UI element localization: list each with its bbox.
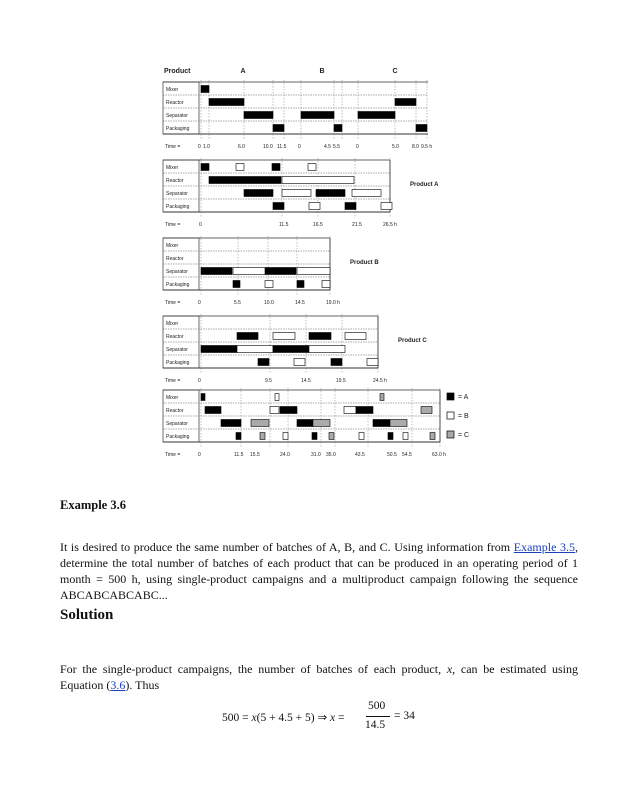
panel4-bar-A — [331, 359, 342, 366]
panel5-bar-B — [403, 433, 408, 440]
variable-x: x — [446, 662, 453, 676]
panel1-row-label: Mixer — [166, 87, 179, 93]
panel1-tick-label: 9.5 h — [421, 144, 433, 150]
panel2-row-label: Separator — [166, 191, 188, 197]
panel1-bar-A — [416, 125, 427, 132]
panel4-product-label: Product C — [398, 338, 427, 344]
panel3-time-label: Time = — [165, 300, 181, 306]
panel2-bar-A — [316, 190, 345, 197]
panel1-bar-A — [273, 125, 284, 132]
panel4-tick-label: 9.5 — [265, 378, 272, 384]
panel4-bar-A — [273, 346, 309, 353]
panel5-bar-C — [329, 433, 334, 440]
problem-paragraph — [60, 539, 578, 603]
example-3-5-link[interactable]: Example 3.5 — [513, 540, 576, 554]
panel2-tick-label: 16.5 — [313, 222, 323, 228]
panel3-bar-A — [297, 281, 304, 288]
panel5-bar-B — [344, 407, 356, 414]
panel4-bar-B — [294, 359, 305, 366]
panel5-bar-A — [373, 420, 390, 427]
panel2-time-label: Time = — [165, 222, 181, 228]
panel5-bar-A — [280, 407, 297, 414]
problem-text-end: , determine the total number of batches of each product that can be produced in an operating period of 1 month = 500 h, using single-product campaigns and a multiproduct campaign following the sequence ABCABCABCABC... — [60, 540, 579, 602]
panel1-bar-A — [395, 99, 416, 106]
panel1-bar-A — [244, 112, 273, 119]
panel1-tick-label: 0 — [356, 144, 359, 150]
panel5-bar-A — [205, 407, 221, 414]
panel4-bar-B — [367, 359, 378, 366]
panel5-tick-label: 11.5 — [234, 452, 244, 458]
panel2-bar-B — [308, 164, 316, 171]
panel5-tick-label: 43.5 — [355, 452, 365, 458]
panel3-bar-A — [265, 268, 296, 275]
solution-text-mid: , can be estimated using Equation ( — [60, 662, 579, 692]
panel1-bar-A — [209, 99, 244, 106]
panel5-bar-C — [313, 420, 330, 427]
panel2-tick-label: 11.5 — [279, 222, 289, 228]
panel3-bar-B — [233, 268, 265, 275]
example-title: Example 3.6 — [60, 498, 126, 512]
solution-text-end: ). Thus — [125, 678, 160, 692]
panel4-row-label: Reactor — [166, 334, 184, 340]
legend-swatch-C — [447, 431, 454, 438]
panel3-tick-label: 10.0 — [264, 300, 274, 306]
panel1-header-b: B — [319, 68, 325, 75]
problem-text-start: It is desired to produce the same number of batches of A, B, and C. Using information from — [60, 540, 514, 554]
panel1-header-c: C — [392, 68, 398, 75]
panel1-bar-A — [201, 86, 209, 93]
panel5-tick-label: 35.0 — [326, 452, 336, 458]
panel1-tick-label: 10.0 — [263, 144, 273, 150]
panel5-bar-C — [430, 433, 435, 440]
panel5-bar-C — [260, 433, 265, 440]
panel2-tick-label: 0 — [199, 222, 202, 228]
panel5-tick-label: 0 — [198, 452, 201, 458]
panel4-bar-A — [201, 346, 237, 353]
panel1-row-label: Separator — [166, 113, 188, 119]
panel1-time-label: Time = — [165, 144, 181, 150]
panel1-row-label: Packaging — [166, 126, 190, 132]
panel1-tick-label: 4.5 — [324, 144, 331, 150]
panel5-bar-A — [221, 420, 241, 427]
panel3-product-label: Product B — [350, 260, 379, 266]
panel3-tick-label: 19.0 h — [326, 300, 340, 306]
panel1-tick-label: 0 — [198, 144, 201, 150]
panel2-bar-A — [345, 203, 356, 210]
panel5-bar-B — [270, 407, 279, 414]
panel3-tick-label: 14.5 — [295, 300, 305, 306]
panel5-tick-label: 63.0 h — [432, 452, 446, 458]
panel5-row-label: Mixer — [166, 395, 179, 401]
panel2-tick-label: 21.5 — [352, 222, 362, 228]
panel5-time-label: Time = — [165, 452, 181, 458]
panel5-row-label: Reactor — [166, 408, 184, 414]
panel5-bar-B — [283, 433, 288, 440]
panel4-time-label: Time = — [165, 378, 181, 384]
panel2-bar-A — [201, 164, 209, 171]
panel5-tick-label: 24.0 — [280, 452, 290, 458]
panel1-tick-label: 0 — [298, 144, 301, 150]
legend-label-C: = C — [458, 432, 470, 439]
panel2-row-label: Reactor — [166, 178, 184, 184]
panel1-header-product: Product — [164, 68, 191, 75]
panel1-tick-label: 8.0 — [412, 144, 419, 150]
panel2-row-label: Mixer — [166, 165, 179, 171]
fraction-bar — [366, 716, 390, 717]
panel1-bar-A — [301, 112, 334, 119]
panel5-bar-A — [312, 433, 317, 440]
panel1-tick-label: 5.5 — [333, 144, 340, 150]
solution-text-start: For the single-product campaigns, the number of batches of each product, — [60, 662, 447, 676]
panel2-bar-B — [282, 190, 311, 197]
panel2-row-label: Packaging — [166, 204, 190, 210]
panel1-tick-label: 11.5 — [277, 144, 287, 150]
panel5-bar-A — [201, 394, 205, 401]
panel5-tick-label: 54.5 — [402, 452, 412, 458]
legend-label-A: = A — [458, 394, 469, 401]
equation-lhs: 500 = x(5 + 4.5 + 5) ⇒ x = — [222, 712, 345, 724]
panel3-bar-B — [322, 281, 330, 288]
equation-numerator: 500 — [368, 700, 386, 712]
panel2-bar-A — [272, 164, 280, 171]
equation-result: = 34 — [394, 710, 415, 722]
panel4-row-label: Mixer — [166, 321, 179, 327]
panel4-bar-B — [345, 333, 366, 340]
panel4-bar-A — [237, 333, 258, 340]
panel5-tick-label: 15.5 — [250, 452, 260, 458]
equation — [222, 700, 422, 734]
panel4-tick-label: 24.5 h — [373, 378, 387, 384]
panel3-row-label: Separator — [166, 269, 188, 275]
panel4-row-label: Separator — [166, 347, 188, 353]
panel5-tick-label: 50.5 — [387, 452, 397, 458]
solution-paragraph — [60, 661, 578, 693]
solution-heading: Solution — [60, 607, 114, 623]
panel4-tick-label: 19.5 — [336, 378, 346, 384]
panel3-bar-B — [265, 281, 273, 288]
panel2-bar-A — [209, 177, 281, 184]
panel3-bar-B — [297, 268, 330, 275]
panel5-row-label: Packaging — [166, 434, 190, 440]
equation-3-6-link[interactable]: 3.6 — [110, 678, 126, 692]
panel5-bar-C — [390, 420, 407, 427]
panel5-bar-A — [356, 407, 373, 414]
panel3-row-label: Packaging — [166, 282, 190, 288]
panel5-bar-C — [421, 407, 432, 414]
panel5-bar-B — [275, 394, 279, 401]
panel5-bar-A — [236, 433, 241, 440]
panel4-tick-label: 14.5 — [301, 378, 311, 384]
panel1-bar-A — [334, 125, 342, 132]
panel1-header-a: A — [240, 68, 246, 75]
panel3-tick-label: 0 — [198, 300, 201, 306]
panel3-tick-label: 5.5 — [234, 300, 241, 306]
panel4-bar-B — [309, 346, 345, 353]
panel4-row-label: Packaging — [166, 360, 190, 366]
panel2-bar-B — [236, 164, 244, 171]
panel4-tick-label: 0 — [198, 378, 201, 384]
panel3-row-label: Mixer — [166, 243, 179, 249]
panel1-bar-A — [358, 112, 395, 119]
panel2-tick-label: 26.5 h — [383, 222, 397, 228]
panel1-row-label: Reactor — [166, 100, 184, 106]
legend-swatch-B — [447, 412, 454, 419]
panel4-bar-B — [273, 333, 295, 340]
panel3-bar-A — [201, 268, 232, 275]
legend-swatch-A — [447, 393, 454, 400]
panel5-bar-C — [251, 420, 269, 427]
panel2-bar-A — [244, 190, 273, 197]
panel5-row-label: Separator — [166, 421, 188, 427]
legend-label-B: = B — [458, 413, 469, 420]
panel1-tick-label: 6.0 — [238, 144, 245, 150]
panel2-bar-B — [309, 203, 320, 210]
panel1-tick-label: 1.0 — [203, 144, 210, 150]
panel5-bar-A — [297, 420, 313, 427]
panel4-bar-A — [309, 333, 331, 340]
panel5-bar-B — [359, 433, 364, 440]
panel1-tick-label: 5.0 — [392, 144, 399, 150]
panel5-tick-label: 31.0 — [311, 452, 321, 458]
panel5-bar-C — [380, 394, 384, 401]
panel3-bar-A — [233, 281, 240, 288]
panel2-product-label: Product A — [410, 182, 439, 188]
panel2-bar-A — [273, 203, 284, 210]
panel2-bar-B — [282, 177, 354, 184]
panel2-bar-B — [352, 190, 381, 197]
panel5-bar-A — [388, 433, 393, 440]
panel4-bar-B — [237, 346, 273, 353]
equation-denominator: 14.5 — [365, 719, 386, 731]
panel2-bar-B — [381, 203, 392, 210]
panel3-row-label: Reactor — [166, 256, 184, 262]
panel4-bar-A — [258, 359, 269, 366]
